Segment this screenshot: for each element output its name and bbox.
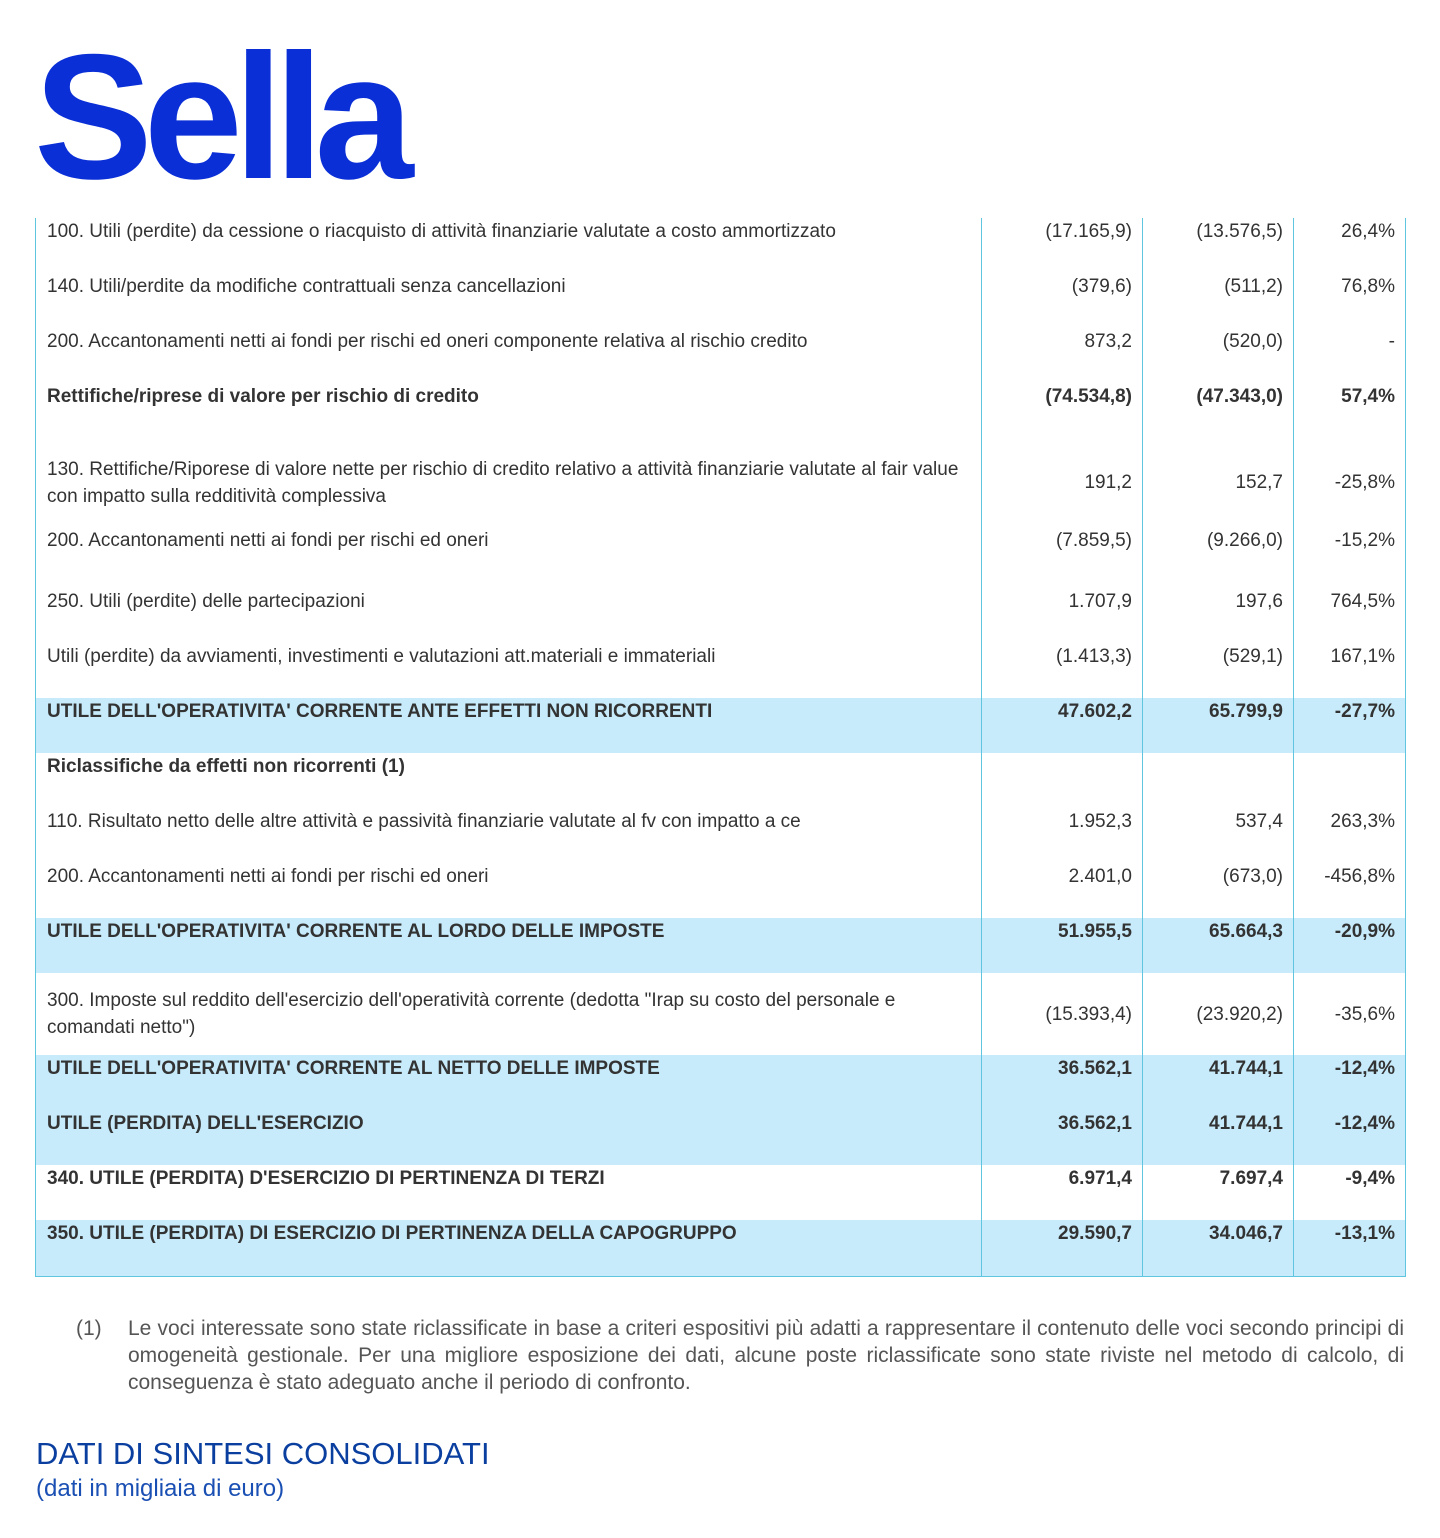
row-value-2: 152,7: [1143, 438, 1294, 527]
row-value-1: (74.534,8): [982, 383, 1143, 438]
row-value-2: (529,1): [1143, 643, 1294, 698]
row-label: 200. Accantonamenti netti ai fondi per rischi ed oneri: [36, 527, 982, 588]
row-value-3: -25,8%: [1294, 438, 1406, 527]
row-value-1: 36.562,1: [982, 1110, 1143, 1165]
row-value-1: 47.602,2: [982, 698, 1143, 753]
table-row: [36, 527, 1406, 588]
row-value-1: 191,2: [982, 438, 1143, 527]
row-label: Utili (perdite) da avviamenti, investimenti e valutazioni att.materiali e immateriali: [36, 643, 982, 698]
table-row: [36, 1165, 1406, 1220]
table-row: [36, 218, 1406, 273]
row-value-1: 51.955,5: [982, 918, 1143, 973]
row-value-3: -: [1294, 328, 1406, 383]
row-value-3: -456,8%: [1294, 863, 1406, 918]
row-label: UTILE DELL'OPERATIVITA' CORRENTE AL LORDO DELLE IMPOSTE: [36, 918, 982, 973]
row-value-3: -20,9%: [1294, 918, 1406, 973]
row-value-2: (13.576,5): [1143, 218, 1294, 273]
row-value-3: 57,4%: [1294, 383, 1406, 438]
row-value-1: (7.859,5): [982, 527, 1143, 588]
row-label: Rettifiche/riprese di valore per rischio di credito: [36, 383, 982, 438]
row-label: 200. Accantonamenti netti ai fondi per rischi ed oneri componente relativa al rischio credito: [36, 328, 982, 383]
row-value-2: 197,6: [1143, 588, 1294, 643]
row-label: 350. UTILE (PERDITA) DI ESERCIZIO DI PERTINENZA DELLA CAPOGRUPPO: [36, 1220, 982, 1276]
row-value-1: 2.401,0: [982, 863, 1143, 918]
row-label: UTILE (PERDITA) DELL'ESERCIZIO: [36, 1110, 982, 1165]
row-label: 130. Rettifiche/Riporese di valore nette per rischio di credito relativo a attività finanziarie valutate al fair value con impatto sulla redditività complessiva: [36, 438, 982, 527]
row-value-3: -12,4%: [1294, 1055, 1406, 1110]
row-label: Riclassifiche da effetti non ricorrenti (1): [36, 753, 982, 808]
row-value-3: -9,4%: [1294, 1165, 1406, 1220]
row-value-3: 26,4%: [1294, 218, 1406, 273]
row-value-2: 34.046,7: [1143, 1220, 1294, 1276]
row-value-1: 873,2: [982, 328, 1143, 383]
footnote-marker: (1): [76, 1317, 102, 1340]
row-value-1: (1.413,3): [982, 643, 1143, 698]
table-row: [36, 973, 1406, 1055]
row-label: 250. Utili (perdite) delle partecipazioni: [36, 588, 982, 643]
section-title: DATI DI SINTESI CONSOLIDATI: [36, 1436, 490, 1471]
row-value-3: [1294, 753, 1406, 808]
row-value-1: 36.562,1: [982, 1055, 1143, 1110]
row-value-2: (9.266,0): [1143, 527, 1294, 588]
row-label: 140. Utili/perdite da modifiche contrattuali senza cancellazioni: [36, 273, 982, 328]
row-label: 340. UTILE (PERDITA) D'ESERCIZIO DI PERTINENZA DI TERZI: [36, 1165, 982, 1220]
row-value-3: 167,1%: [1294, 643, 1406, 698]
footnote-text: Le voci interessate sono state riclassificate in base a criteri espositivi più adatti a rappresentare il contenuto delle voci secondo principi di omogeneità gestionale. Per una migliore esposizione dei dati, alcune poste riclassificate sono state riviste nel metodo di calcolo, di conseguenza è stato adeguato anche il periodo di confronto.: [128, 1317, 1404, 1394]
table-row: [36, 383, 1406, 438]
table-row: [36, 438, 1406, 527]
row-value-3: 76,8%: [1294, 273, 1406, 328]
row-label: UTILE DELL'OPERATIVITA' CORRENTE ANTE EFFETTI NON RICORRENTI: [36, 698, 982, 753]
row-value-2: (520,0): [1143, 328, 1294, 383]
row-value-2: [1143, 753, 1294, 808]
section-subtitle: (dati in migliaia di euro): [36, 1475, 285, 1502]
row-value-2: 537,4: [1143, 808, 1294, 863]
row-value-3: -15,2%: [1294, 527, 1406, 588]
row-label: 100. Utili (perdite) da cessione o riacquisto di attività finanziarie valutate a costo ammortizzato: [36, 218, 982, 273]
row-value-2: (511,2): [1143, 273, 1294, 328]
row-label: 110. Risultato netto delle altre attività e passività finanziarie valutate al fv con impatto a ce: [36, 808, 982, 863]
table-row: [36, 1220, 1406, 1276]
table-row: [36, 588, 1406, 643]
row-value-3: -35,6%: [1294, 973, 1406, 1055]
row-label: 200. Accantonamenti netti ai fondi per rischi ed oneri: [36, 863, 982, 918]
income-statement-table: [35, 218, 1406, 1277]
row-value-2: 65.664,3: [1143, 918, 1294, 973]
row-value-1: 6.971,4: [982, 1165, 1143, 1220]
row-value-2: (673,0): [1143, 863, 1294, 918]
table-row: [36, 918, 1406, 973]
row-value-3: -13,1%: [1294, 1220, 1406, 1276]
table-row: [36, 273, 1406, 328]
row-value-1: (17.165,9): [982, 218, 1143, 273]
table-row: [36, 328, 1406, 383]
table-row: [36, 1055, 1406, 1110]
table-row: [36, 808, 1406, 863]
row-value-1: (15.393,4): [982, 973, 1143, 1055]
row-value-3: 764,5%: [1294, 588, 1406, 643]
table-row: [36, 698, 1406, 753]
row-value-1: [982, 753, 1143, 808]
row-value-1: (379,6): [982, 273, 1143, 328]
sella-logo: Sella: [34, 17, 405, 216]
row-value-3: -27,7%: [1294, 698, 1406, 753]
row-value-1: 1.707,9: [982, 588, 1143, 643]
row-label: 300. Imposte sul reddito dell'esercizio dell'operatività corrente (dedotta "Irap su costo del personale e comandati netto"): [36, 973, 982, 1055]
footnote: [76, 1315, 1404, 1396]
table-row: [36, 1110, 1406, 1165]
row-value-2: (47.343,0): [1143, 383, 1294, 438]
row-value-3: -12,4%: [1294, 1110, 1406, 1165]
row-value-1: 29.590,7: [982, 1220, 1143, 1276]
row-value-2: 7.697,4: [1143, 1165, 1294, 1220]
row-value-2: 41.744,1: [1143, 1055, 1294, 1110]
row-value-2: 65.799,9: [1143, 698, 1294, 753]
row-value-2: (23.920,2): [1143, 973, 1294, 1055]
table-row: [36, 753, 1406, 808]
table-row: [36, 863, 1406, 918]
row-label: UTILE DELL'OPERATIVITA' CORRENTE AL NETTO DELLE IMPOSTE: [36, 1055, 982, 1110]
row-value-3: 263,3%: [1294, 808, 1406, 863]
table-row: [36, 643, 1406, 698]
row-value-1: 1.952,3: [982, 808, 1143, 863]
row-value-2: 41.744,1: [1143, 1110, 1294, 1165]
